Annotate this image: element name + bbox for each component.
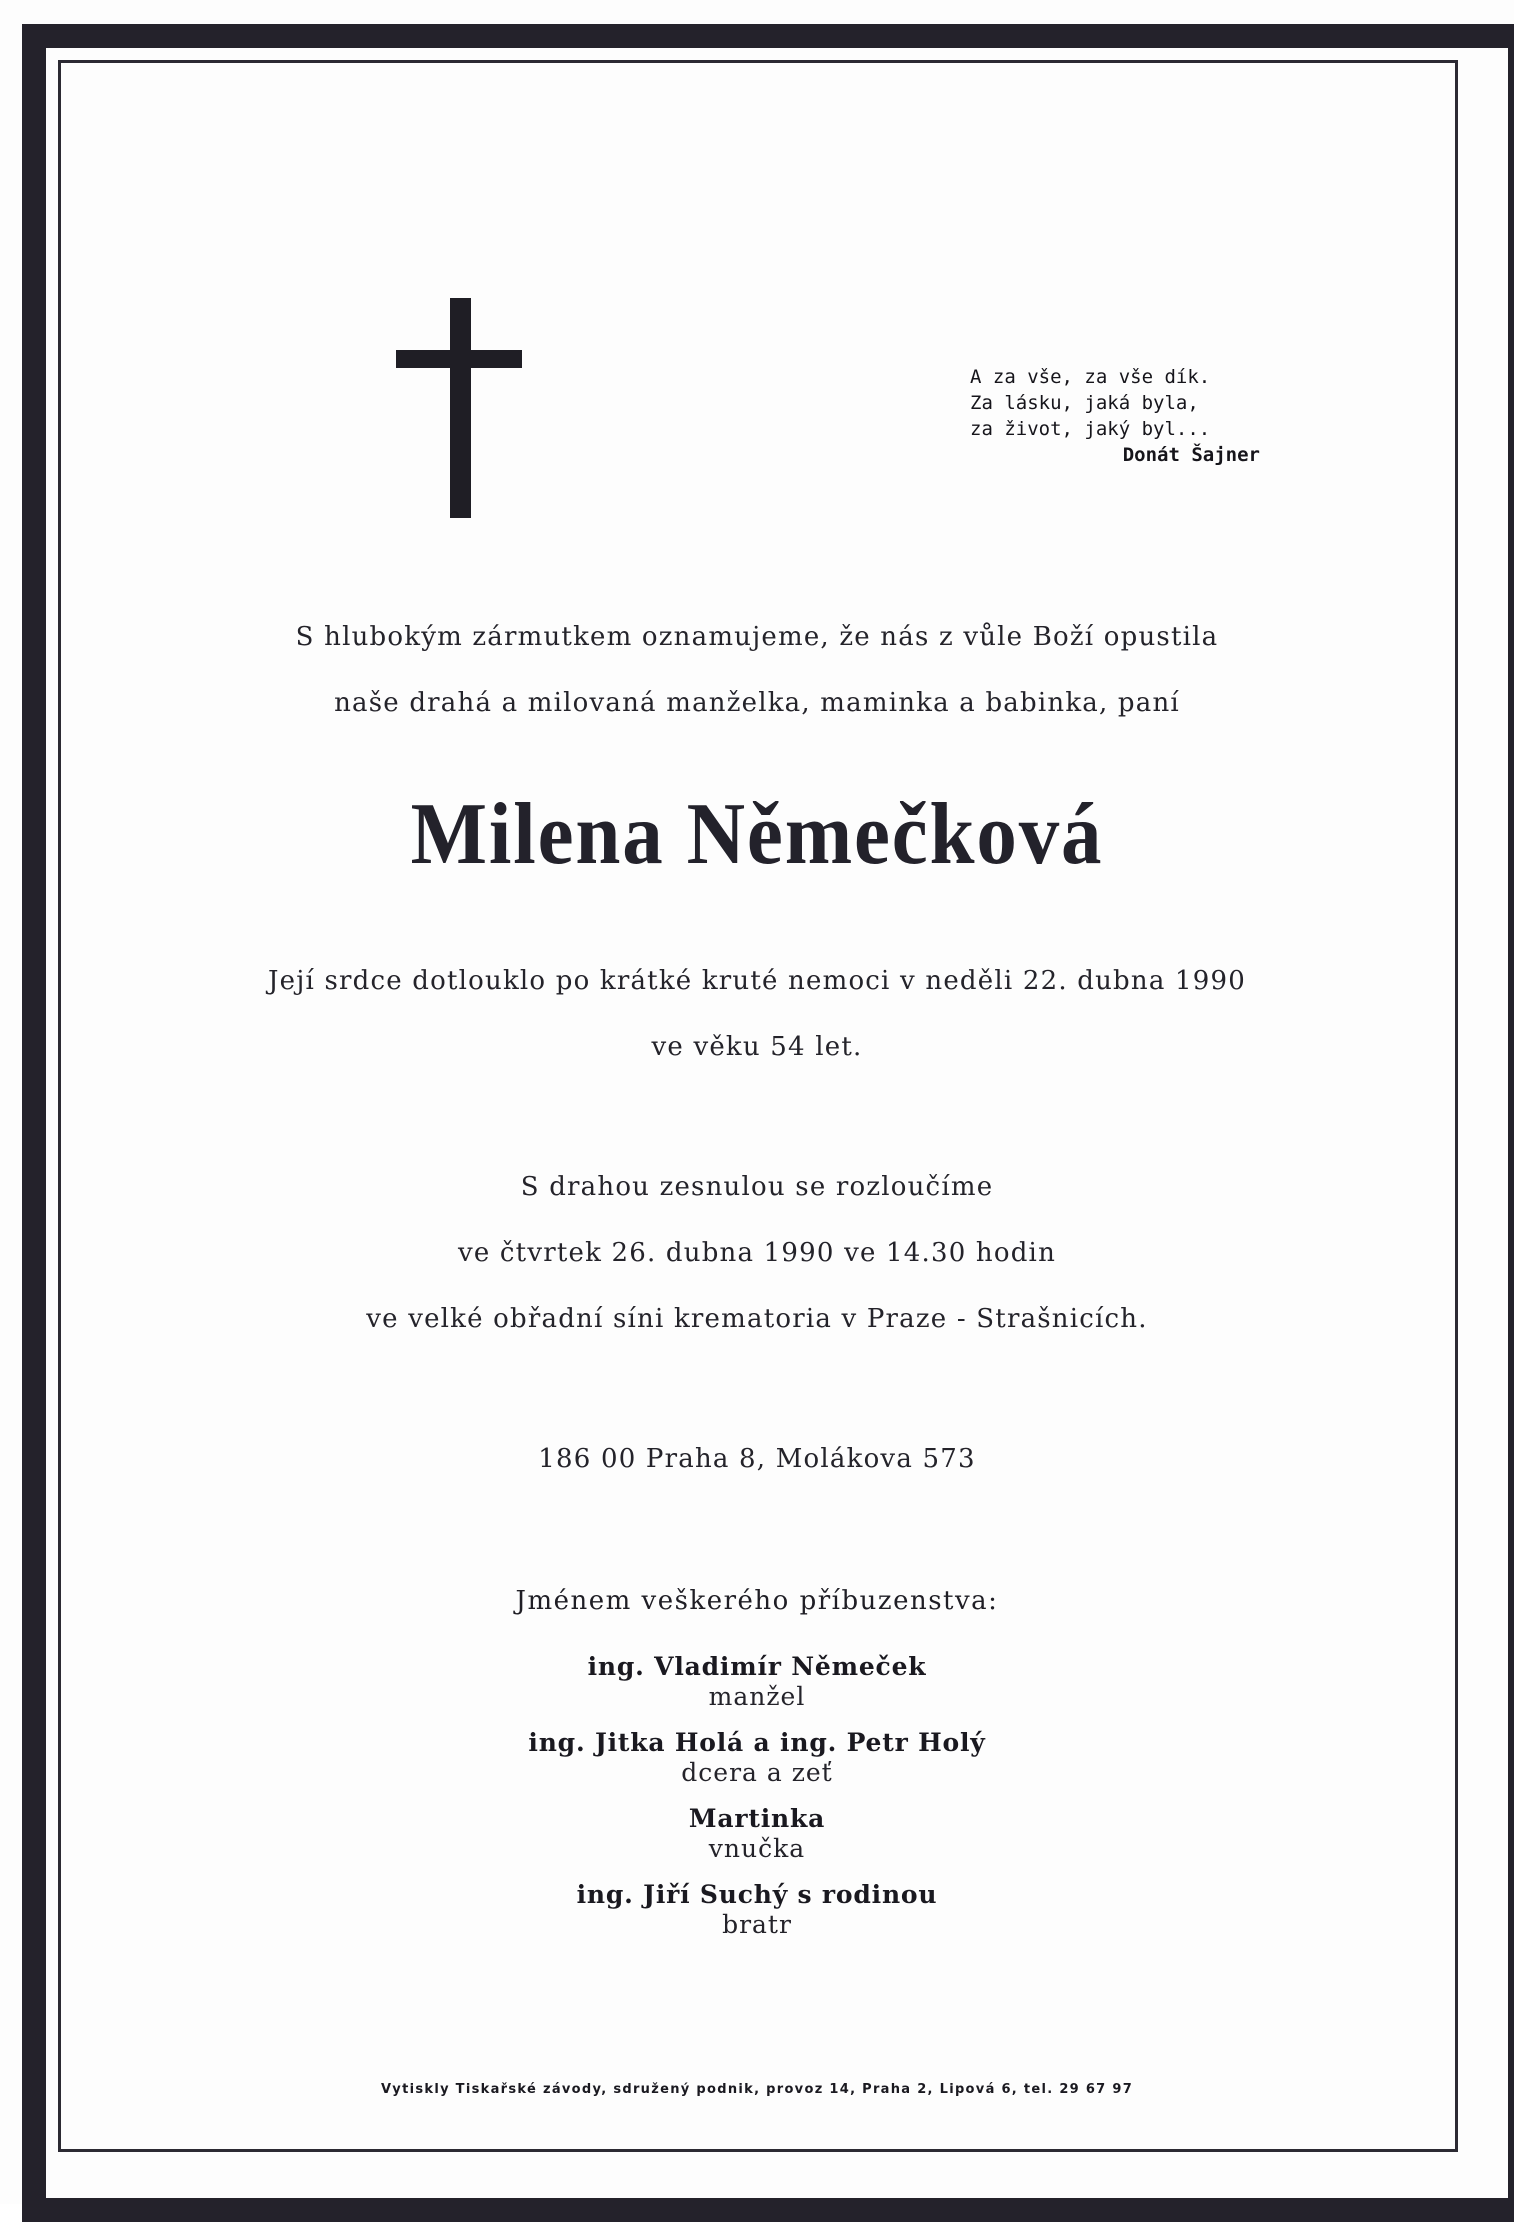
poem-line: za život, jaký byl...	[970, 418, 1211, 440]
relative-role: manžel	[708, 1682, 806, 1711]
funeral-line-2: ve čtvrtek 26. dubna 1990 ve 14.30 hodin	[457, 1238, 1057, 1268]
funeral-line-3: ve velké obřadní síni krematoria v Praze - Strašnicích.	[366, 1304, 1148, 1334]
relative-name: ing. Jiří Suchý s rodinou	[576, 1880, 938, 1909]
poem-author: Donát Šajner	[1122, 444, 1260, 466]
death-line-2: ve věku 54 let.	[651, 1032, 863, 1062]
deceased-name: Milena Němečková	[410, 786, 1104, 883]
printer-note: Vytiskly Tiskařské závody, sdružený podnik, provoz 14, Praha 2, Lipová 6, tel. 29 67 97	[380, 2082, 1134, 2097]
relatives-header: Jménem veškerého příbuzenstva:	[515, 1586, 999, 1616]
address: 186 00 Praha 8, Molákova 573	[538, 1444, 976, 1474]
relative-role: bratr	[722, 1910, 792, 1939]
announcement-line-1: S hlubokým zármutkem oznamujeme, že nás z vůle Boží opustila	[295, 622, 1219, 652]
poem-line: A za vše, za vše dík.	[970, 366, 1211, 388]
cross-icon	[396, 298, 522, 518]
relative-name: ing. Jitka Holá a ing. Petr Holý	[528, 1728, 986, 1757]
poem-quote	[970, 364, 1270, 468]
poem-line: Za lásku, jaká byla,	[970, 392, 1199, 414]
announcement-line-2: naše drahá a milovaná manželka, maminka a babinka, paní	[334, 688, 1180, 718]
relative-role: dcera a zeť	[681, 1758, 833, 1787]
relative-role: vnučka	[708, 1834, 806, 1863]
death-line-1: Její srdce dotlouklo po krátké kruté nemoci v neděli 22. dubna 1990	[268, 966, 1246, 996]
relative-name: Martinka	[688, 1804, 826, 1833]
funeral-line-1: S drahou zesnulou se rozloučíme	[520, 1172, 994, 1202]
relative-name: ing. Vladimír Němeček	[587, 1652, 927, 1681]
